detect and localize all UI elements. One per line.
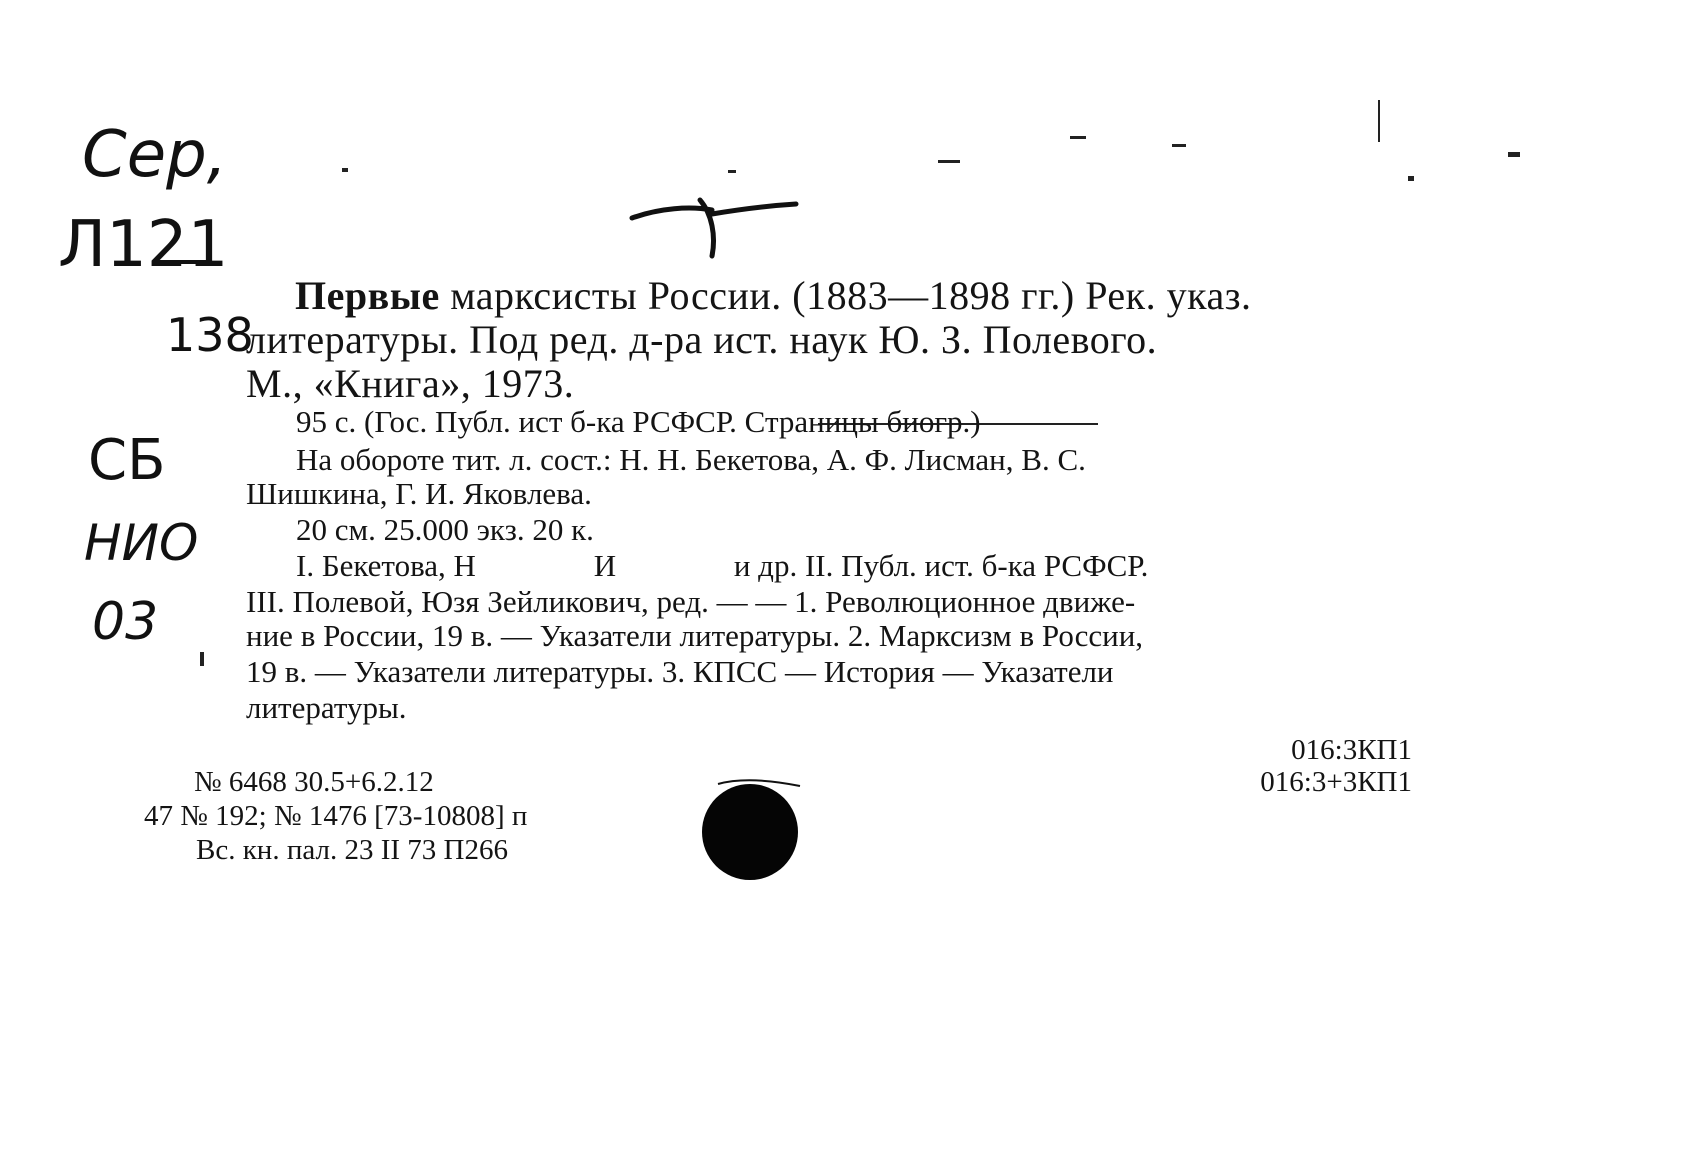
index-line-3: ние в России, 19 в. — Указатели литературы. 2. Марксизм в России, (246, 618, 1144, 653)
publisher-line: М., «Книга», 1973. (246, 361, 575, 406)
scan-speck (1378, 100, 1380, 142)
classification-code-2: 016:3+3КП1 (1260, 766, 1412, 798)
compilers-line-2: Шишкина, Г. И. Яковлева. (246, 476, 592, 511)
registration-prefix: 47 (144, 800, 173, 832)
pages-series-line: 95 с. (Гос. Публ. ист б-ка РСФСР. Страницы биогр.) (296, 404, 981, 439)
scan-speck (938, 160, 960, 163)
handwritten-shelfmark: Л121 (58, 208, 229, 282)
handwritten-mark-03: 03 (92, 592, 159, 652)
registration-line-3: Вс. кн. пал. 23 II 73 П266 (196, 834, 508, 866)
scan-speck (1172, 144, 1186, 147)
ink-blot-mark (702, 784, 798, 880)
size-price-line: 20 см. 25.000 экз. 20 к. (296, 512, 594, 547)
title-bold-word: Первые (295, 273, 440, 318)
registration-line-1: № 6468 30.5+6.2.12 (194, 766, 434, 798)
title-line-2: литературы. Под ред. д-ра ист. наук Ю. З. Полевого. (246, 317, 1158, 362)
scan-speck (728, 170, 736, 173)
registration-line-2 (144, 802, 527, 831)
index-line-5: литературы. (246, 690, 407, 725)
index-line-1-part-b: И (593, 548, 617, 583)
index-line-4: 19 в. — Указатели литературы. 3. КПСС — История — Указатели (246, 654, 1114, 689)
index-line-1-part-c: и др. II. Публ. ист. б-ка РСФСР. (733, 548, 1149, 583)
scan-speck (1508, 152, 1520, 157)
handwritten-page-number: 138 (166, 308, 254, 362)
index-line-1 (296, 550, 1148, 581)
title-line-1 (295, 273, 1412, 318)
compilers-line-1: На обороте тит. л. сост.: Н. Н. Бекетова, А. Ф. Лисман, В. С. (296, 442, 1086, 477)
scan-speck (200, 652, 204, 666)
handwritten-mark-sb: СБ (88, 428, 166, 493)
scan-speck (1408, 176, 1414, 181)
handwritten-mark-nio: НИО (84, 514, 199, 572)
scan-speck (342, 168, 348, 172)
handwritten-series-note: Сер, (82, 118, 228, 192)
number-mark-stroke (632, 200, 796, 256)
classification-code-1: 016:3КП1 (1291, 734, 1412, 766)
scan-speck (1070, 136, 1086, 139)
index-line-1-part-a: I. Бекетова, Н (296, 548, 476, 583)
registration-line-2-text: № 192; № 1476 [73-10808] п (180, 800, 528, 832)
title-line-1-rest: марксисты России. (1883—1898 гг.) Рек. указ. (450, 273, 1252, 318)
index-line-2: III. Полевой, Юзя Зейликович, ред. — — 1. Революционное движе- (246, 584, 1136, 619)
